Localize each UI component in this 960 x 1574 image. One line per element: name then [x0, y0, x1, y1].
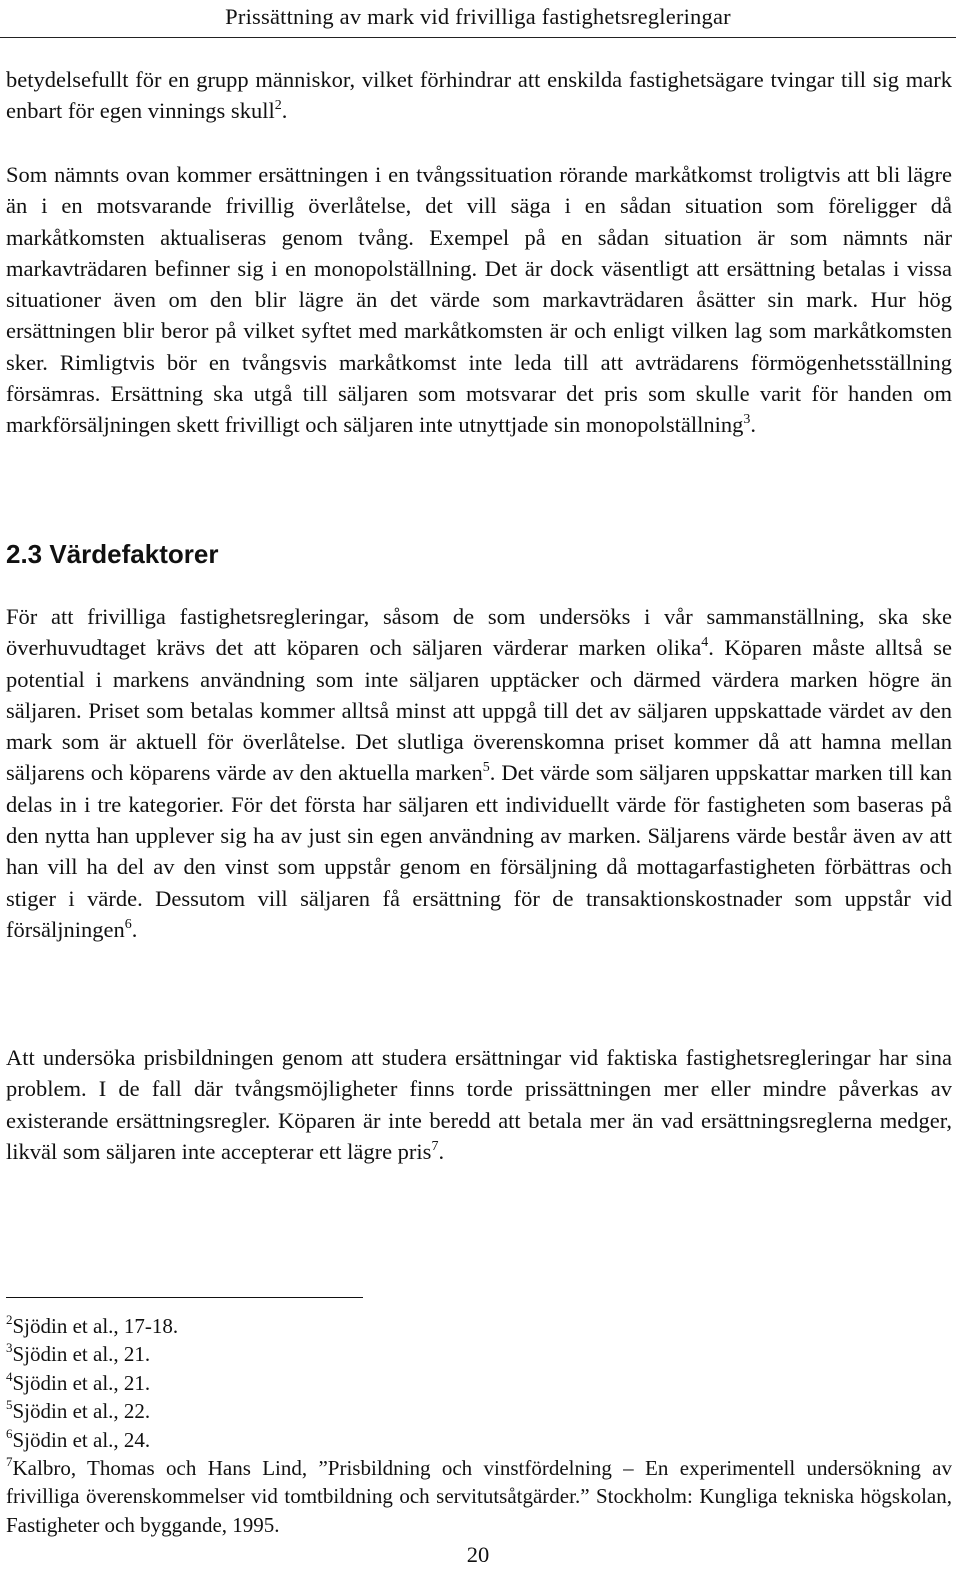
footnote-number: 2: [6, 1312, 13, 1327]
footnote-reference: 2: [274, 98, 282, 114]
footnote-text: Sjödin et al., 24.: [12, 1427, 151, 1452]
footnotes: [6, 1312, 952, 1539]
footnote-number: 4: [6, 1368, 13, 1384]
paragraph-tail: .: [131, 916, 138, 942]
paragraph-text: Att undersöka prisbildningen genom att studera ersättningar vid faktiska fastighetsregleringar har sina problem. I de fall där tvångsmöjligheter finns torde prissättningen mer eller mindre påverkas av existerande ersättningsregler. Köparen är inte beredd att betala mer än vad ersättningsreglerna medger, likväl som säljaren inte accepterar ett lägre pris: [6, 1045, 952, 1164]
paragraph-value-factors: [6, 601, 952, 945]
footnote-reference: 3: [743, 412, 751, 428]
footnote: [6, 1454, 952, 1539]
footnote: [6, 1426, 952, 1454]
paragraph-text-b: . Köparen måste alltså se potential i markens användning som inte säljaren upptäcker och därmed värdera marken högre än säljaren. Priset som betalas kommer alltså minst att uppgå till det av säljaren uppskattade värdet av den mark som är aktuell för överlåtelse. Det slutliga överenskomna priset kommer då att hamna mellan säljarens och köparens värde av den aktuella marken: [6, 635, 952, 786]
page-number: 20: [466, 1542, 490, 1567]
footnote-reference: 4: [701, 635, 709, 651]
paragraph-price-formation: [6, 1042, 952, 1167]
running-header-title: Prissättning av mark vid frivilliga fastighetsregleringar: [225, 4, 731, 29]
paragraph-compensation: [6, 159, 952, 441]
footnote-number: 5: [6, 1397, 13, 1413]
footnote: [6, 1340, 952, 1368]
paragraph-text: Som nämnts ovan kommer ersättningen i en tvångssituation rörande markåtkomst troligtvis att bli lägre än i en motsvarande frivillig överlåtelse, det vill säga i en sådan situation som föreligger då markåtkomsten aktualiseras genom tvång. Exempel på en sådan situation är som nämnts när markavträdaren befinner sig i en monopolställning. Det är dock väsentligt att ersättning betalas i vissa situationer även om den blir lägre än det värde som markavträdaren åsätter sin mark. Hur hög ersättningen blir beror på vilket syftet med markåtkomsten är och enligt vilken lag som markåtkomsten sker. Rimligtvis bör en tvångsvis markåtkomst inte leda till att avträdarens förmögenhetsställning försämras. Ersättning ska utgå till säljaren som motsvarar det pris som skulle varit för handen om markförsäljningen skett frivilligt och säljaren inte utnyttjade sin monopolställning: [6, 162, 952, 438]
paragraph-tail: .: [750, 412, 756, 438]
paragraph-text-c: . Det värde som säljaren uppskattar marken till kan delas in i tre kategorier. För det första har säljaren ett individuellt värde för fastigheten som baseras på den nytta han upplever sig ha av just sin egen användning av marken. Säljarens värde består även av att han vill ha del av den vinst som uppstår genom en försäljning då mottagarfastigheten förbättras och stiger i värde. Dessutom vill säljaren få ersättning för de transaktionskostnader som uppstår vid försäljningen: [6, 760, 952, 942]
footnote-text: Kalbro, Thomas och Hans Lind, ”Prisbildning och vinstfördelning – En experimentell undersökning av frivilliga överenskommelser vid tomtbildning och servitutsåtgärder.” Stockholm: Kungliga tekniska högskolan, Fastigheter och byggande, 1995.: [6, 1456, 952, 1537]
paragraph-tail: .: [438, 1138, 445, 1164]
section-heading: 2.3 Värdefaktorer: [6, 539, 219, 569]
footnote-divider: [6, 1297, 363, 1298]
footnote-reference: 7: [431, 1138, 439, 1154]
footnote-text: Sjödin et al., 22.: [12, 1399, 151, 1424]
footnote-number: 7: [6, 1454, 13, 1470]
footnote-number: 3: [6, 1340, 13, 1356]
footnote: [6, 1312, 952, 1340]
paragraph-text: betydelsefullt för en grupp människor, vilket förhindrar att enskilda fastighetsägare tvingar till sig mark enbart för egen vinnings skull: [6, 67, 952, 124]
running-header: [0, 0, 956, 38]
footnote-reference: 6: [124, 916, 132, 932]
footnote-number: 6: [6, 1425, 13, 1441]
paragraph-continued: [6, 64, 952, 127]
footnote-text: Sjödin et al., 21.: [12, 1370, 151, 1395]
footnote-reference: 5: [482, 760, 490, 776]
paragraph-text-a: För att frivilliga fastighetsregleringar, såsom de som undersöks i vår sammanställning, ska ske överhuvudtaget krävs det att köparen och säljaren värderar marken olika: [6, 604, 952, 661]
footnote-text: Sjödin et al., 21.: [12, 1342, 151, 1367]
footnote: [6, 1369, 952, 1397]
footnote-text: Sjödin et al., 17-18.: [12, 1314, 179, 1338]
paragraph-tail: .: [281, 98, 288, 124]
footnote: [6, 1397, 952, 1425]
